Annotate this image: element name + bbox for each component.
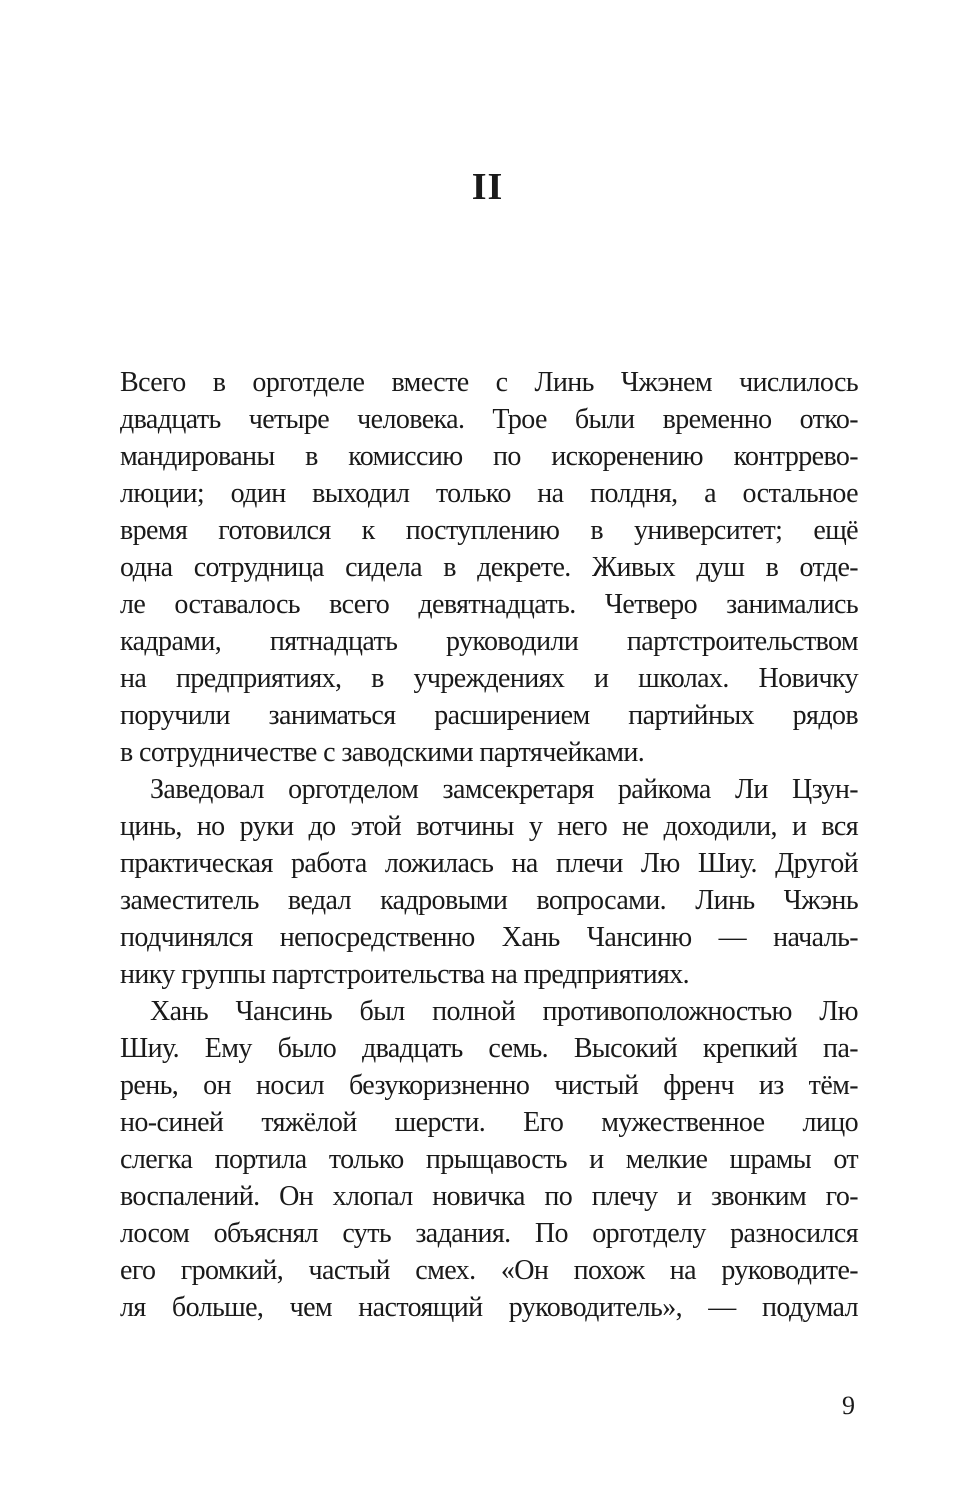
page-number: 9 — [842, 1391, 855, 1420]
paragraph-1 — [120, 364, 858, 771]
text-line: заместитель ведал кадровыми вопросами. Линь Чжэнь — [120, 885, 858, 916]
text-line: Заведовал орготделом замсекретаря райкома Ли Цзун- — [150, 774, 858, 805]
text-line: время готовился к поступлению в университет; ещё — [120, 515, 858, 546]
text-line: Хань Чансинь был полной противоположностью Лю — [150, 996, 858, 1027]
text-line: Шиу. Ему было двадцать семь. Высокий крепкий па- — [120, 1033, 858, 1064]
text-line: практическая работа ложилась на плечи Лю Шиу. Другой — [120, 848, 858, 879]
text-line: его громкий, частый смех. «Он похож на руководите- — [120, 1255, 858, 1286]
text-line: слегка портила только прыщавость и мелкие шрамы от — [120, 1144, 858, 1175]
text-line: лосом объяснял суть задания. По орготделу разносился — [120, 1218, 858, 1249]
body-text — [120, 364, 858, 1326]
text-line: рень, он носил безукоризненно чистый френч из тём- — [120, 1070, 858, 1101]
text-line: одна сотрудница сидела в декрете. Живых душ в отде- — [120, 552, 858, 583]
text-line: кадрами, пятнадцать руководили партстроительством — [120, 626, 858, 657]
paragraph-3 — [120, 993, 858, 1326]
text-line: воспалений. Он хлопал новичка по плечу и звонким го- — [120, 1181, 858, 1212]
text-line: цинь, но руки до этой вотчины у него не доходили, и вся — [120, 811, 858, 842]
text-line: но-синей тяжёлой шерсти. Его мужественное лицо — [120, 1107, 858, 1138]
chapter-title: II — [471, 166, 504, 208]
text-line: на предприятиях, в учреждениях и школах. Новичку — [120, 663, 858, 694]
text-line: нику группы партстроительства на предприятиях. — [120, 959, 690, 990]
text-line: Всего в орготделе вместе с Линь Чжэнем числилось — [120, 367, 858, 398]
text-line: мандированы в комиссию по искоренению контррево- — [120, 441, 858, 472]
paragraph-2 — [120, 771, 858, 993]
text-line: ля больше, чем настоящий руководитель», — подумал — [120, 1292, 858, 1323]
text-line: подчинялся непосредственно Хань Чансиню — началь- — [120, 922, 858, 953]
text-line: поручили заниматься расширением партийных рядов — [120, 700, 858, 731]
text-line: в сотрудничестве с заводскими партячейками. — [120, 737, 645, 768]
text-line: люции; один выходил только на полдня, а остальное — [120, 478, 858, 509]
text-line: ле оставалось всего девятнадцать. Четверо занимались — [120, 589, 858, 620]
text-line: двадцать четыре человека. Трое были временно отко- — [120, 404, 858, 435]
